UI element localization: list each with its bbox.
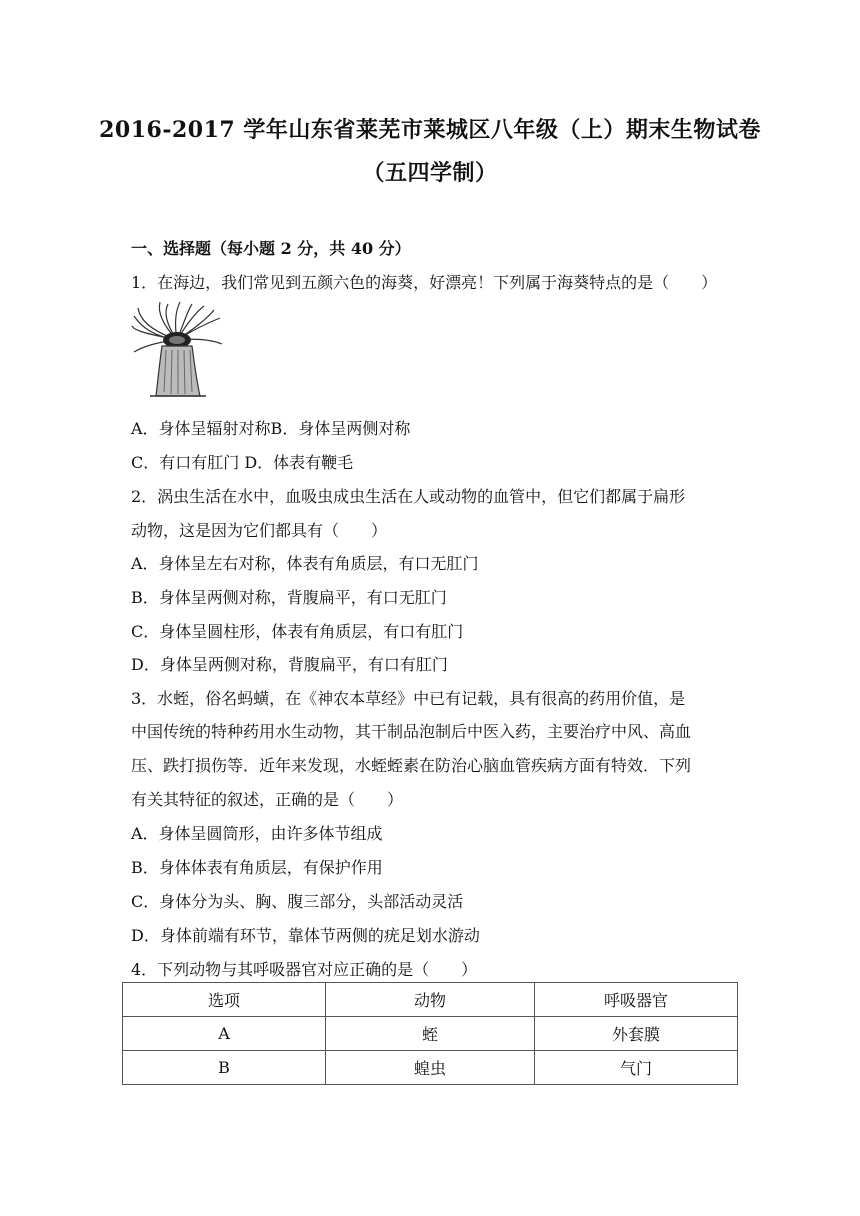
- question-1-stem: 1．在海边，我们常见到五颜六色的海葵，好漂亮！下列属于海葵特点的是（ ）: [131, 273, 718, 292]
- question-1-options-cd: C．有口有肛门 D．体表有鞭毛: [131, 453, 354, 472]
- question-3-option-a: A．身体呈圆筒形，由许多体节组成: [131, 824, 383, 843]
- table-cell: 外套膜: [535, 1017, 738, 1051]
- question-2-stem: 2．涡虫生活在水中，血吸虫成虫生活在人或动物的血管中，但它们都属于扁形: [131, 487, 686, 506]
- table-cell: 气门: [535, 1051, 738, 1085]
- question-2-option-d: D．身体呈两侧对称，背腹扁平，有口有肛门: [131, 655, 448, 674]
- question-3-stem-end: 有关其特征的叙述，正确的是（ ）: [131, 790, 404, 809]
- answer-table: [122, 982, 738, 1085]
- question-3-stem-cont: 压、跌打损伤等．近年来发现，水蛭蛭素在防治心脑血管疾病方面有特效．下列: [131, 756, 692, 775]
- document-subtitle: （五四学制）: [362, 160, 498, 186]
- question-3-stem: 3．水蛭，俗名蚂蟥，在《神农本草经》中已有记载，具有很高的药用价值，是: [131, 689, 686, 708]
- table-header-cell: 动物: [325, 983, 534, 1017]
- question-4-stem: 4．下列动物与其呼吸器官对应正确的是（ ）: [131, 960, 478, 979]
- table-cell: A: [123, 1017, 326, 1051]
- question-3-option-d: D．身体前端有环节，靠体节两侧的疣足划水游动: [131, 926, 480, 945]
- question-2-option-b: B．身体呈两侧对称，背腹扁平，有口无肛门: [131, 588, 447, 607]
- question-2-option-c: C．身体呈圆柱形，体表有角质层，有口有肛门: [131, 622, 464, 641]
- table-cell: B: [123, 1051, 326, 1085]
- table-header-row: [123, 983, 738, 1017]
- table-row: [123, 1051, 738, 1085]
- table-row: [123, 1017, 738, 1051]
- question-2-stem-cont: 动物，这是因为它们都具有（ ）: [131, 521, 388, 540]
- question-3-option-b: B．身体体表有角质层，有保护作用: [131, 858, 383, 877]
- question-3-stem-cont: 中国传统的特种药用水生动物，其干制品泡制后中医入药，主要治疗中风、高血: [131, 722, 692, 741]
- table-cell: 蝗虫: [325, 1051, 534, 1085]
- sea-anemone-illustration: [130, 300, 224, 400]
- question-3-option-c: C．身体分为头、胸、腹三部分，头部活动灵活: [131, 892, 464, 911]
- document-title: 2016-2017 学年山东省莱芜市莱城区八年级（上）期末生物试卷: [99, 117, 761, 143]
- question-1-options-ab: A．身体呈辐射对称B．身体呈两侧对称: [131, 419, 411, 438]
- question-2-option-a: A．身体呈左右对称，体表有角质层，有口无肛门: [131, 554, 479, 573]
- table-header-cell: 选项: [123, 983, 326, 1017]
- table-cell: 蛭: [325, 1017, 534, 1051]
- table-header-cell: 呼吸器官: [535, 983, 738, 1017]
- section-heading: 一、选择题（每小题 2 分，共 40 分）: [131, 239, 411, 258]
